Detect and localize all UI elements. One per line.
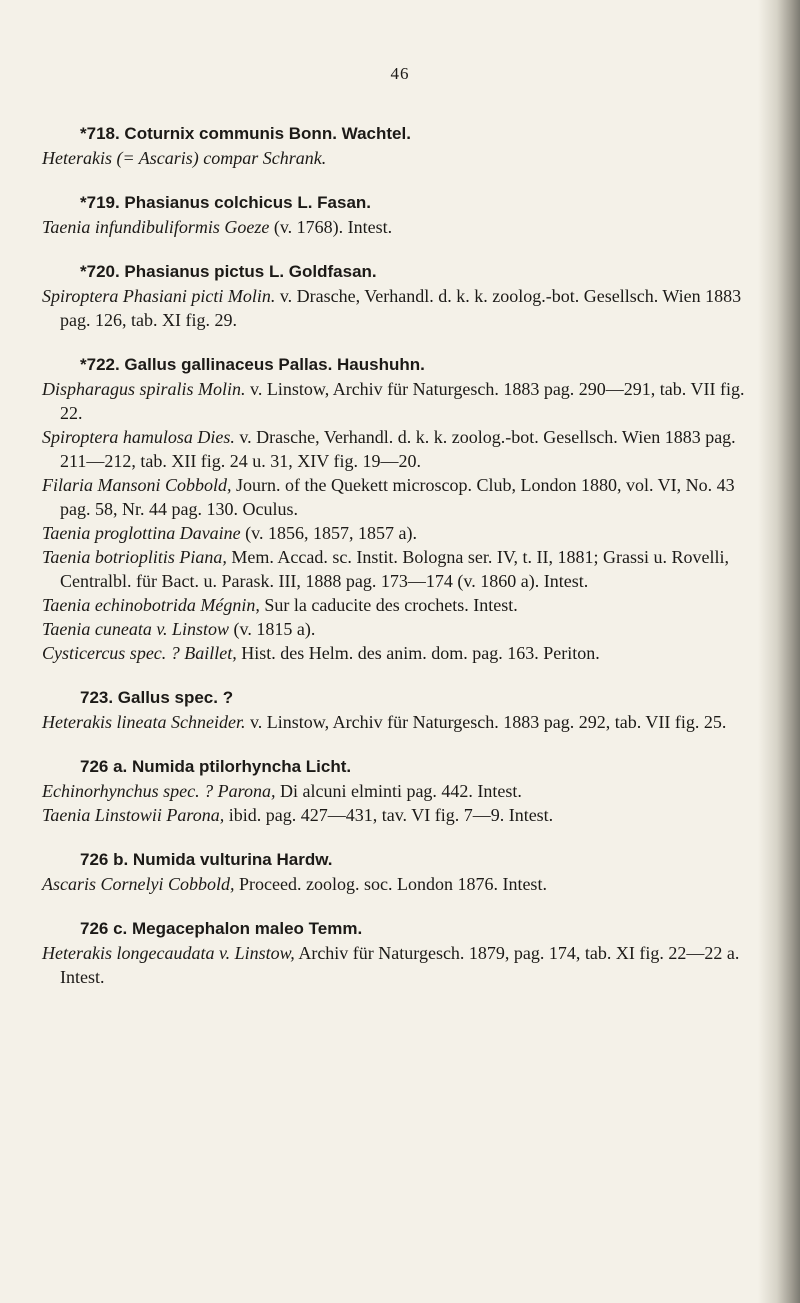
species-heading: *720. Phasianus pictus L. Goldfasan.: [80, 262, 377, 281]
species-heading: 726 a. Numida ptilorhyncha Licht.: [80, 757, 352, 776]
parasite-name: Spiroptera Phasiani picti Molin.: [42, 286, 276, 306]
citation-text: Di alcuni elminti pag. 442. Intest.: [275, 781, 522, 801]
parasite-name: Heterakis (= Ascaris) compar Schrank.: [42, 148, 327, 168]
parasite-reference: [42, 617, 760, 641]
citation-text: v. Drasche, Verhandl. d. k. k. zoolog.-bot. Gesellsch. Wien 1883 pag. 126, tab. XI fig. 29.: [60, 286, 742, 330]
parasite-reference: [42, 710, 760, 734]
citation-text: (v. 1768). Intest.: [269, 217, 393, 237]
parasite-name: Filaria Mansoni Cobbold,: [42, 475, 232, 495]
parasite-reference: [42, 425, 760, 473]
parasite-name: Taenia echinobotrida Mégnin,: [42, 595, 260, 615]
species-entry: [42, 191, 760, 239]
parasite-name: Taenia infundibuliformis Goeze: [42, 217, 270, 237]
parasite-name: Taenia cuneata v. Linstow: [42, 619, 230, 639]
citation-text: ibid. pag. 427—431, tav. VI fig. 7—9. Intest.: [224, 805, 554, 825]
parasite-reference: [42, 941, 760, 989]
species-entry: [42, 260, 760, 332]
parasite-name: Echinorhynchus spec. ? Parona,: [42, 781, 276, 801]
parasite-reference: [42, 146, 760, 170]
document-body: [42, 122, 760, 1010]
species-entry: [42, 848, 760, 896]
parasite-name: Spiroptera hamulosa Dies.: [42, 427, 235, 447]
citation-text: Journ. of the Quekett microscop. Club, London 1880, vol. VI, No. 43 pag. 58, Nr. 44 pag. 130. Oculus.: [60, 475, 735, 519]
species-entry: [42, 917, 760, 989]
citation-text: Mem. Accad. sc. Instit. Bologna ser. IV, t. II, 1881; Grassi u. Rovelli, Centralbl. für Bact. u. Parask. III, 1888 pag. 173—174 (v. 1860 a). Intest.: [60, 547, 729, 591]
parasite-reference: [42, 377, 760, 425]
species-entry: [42, 353, 760, 665]
parasite-name: Taenia botrioplitis Piana,: [42, 547, 227, 567]
parasite-reference: [42, 545, 760, 593]
page-number: 46: [390, 64, 410, 83]
citation-text: v. Drasche, Verhandl. d. k. k. zoolog.-bot. Gesellsch. Wien 1883 pag. 211—212, tab. XII fig. 24 u. 31, XIV fig. 19—20.: [60, 427, 736, 471]
citation-text: Sur la caducite des crochets. Intest.: [259, 595, 518, 615]
parasite-reference: [42, 521, 760, 545]
citation-text: Archiv für Naturgesch. 1879, pag. 174, tab. XI fig. 22—22 a. Intest.: [60, 943, 740, 987]
parasite-reference: [42, 473, 760, 521]
parasite-reference: [42, 593, 760, 617]
parasite-name: Taenia proglottina Davaine: [42, 523, 241, 543]
citation-text: (v. 1856, 1857, 1857 a).: [240, 523, 417, 543]
parasite-name: Dispharagus spiralis Molin.: [42, 379, 246, 399]
species-heading: 726 b. Numida vulturina Hardw.: [80, 850, 333, 869]
parasite-reference: [42, 284, 760, 332]
species-heading: 726 c. Megacephalon maleo Temm.: [80, 919, 363, 938]
parasite-name: Ascaris Cornelyi Cobbold,: [42, 874, 235, 894]
species-entry: [42, 755, 760, 827]
parasite-reference: [42, 215, 760, 239]
species-heading: *718. Coturnix communis Bonn. Wachtel.: [80, 124, 411, 143]
parasite-name: Heterakis longecaudata v. Linstow,: [42, 943, 295, 963]
citation-text: Hist. des Helm. des anim. dom. pag. 163. Periton.: [236, 643, 600, 663]
citation-text: v. Linstow, Archiv für Naturgesch. 1883 pag. 292, tab. VII fig. 25.: [245, 712, 727, 732]
parasite-reference: [42, 803, 760, 827]
citation-text: (v. 1815 a).: [229, 619, 316, 639]
species-heading: *719. Phasianus colchicus L. Fasan.: [80, 193, 372, 212]
parasite-reference: [42, 641, 760, 665]
parasite-reference: [42, 872, 760, 896]
citation-text: v. Linstow, Archiv für Naturgesch. 1883 pag. 290—291, tab. VII fig. 22.: [60, 379, 745, 423]
parasite-name: Heterakis lineata Schneider.: [42, 712, 246, 732]
species-entry: [42, 122, 760, 170]
species-entry: [42, 686, 760, 734]
species-heading: *722. Gallus gallinaceus Pallas. Haushuhn.: [80, 355, 425, 374]
page-edge-shadow: [758, 0, 800, 1303]
citation-text: Proceed. zoolog. soc. London 1876. Intest.: [234, 874, 547, 894]
parasite-reference: [42, 779, 760, 803]
parasite-name: Taenia Linstowii Parona,: [42, 805, 225, 825]
parasite-name: Cysticercus spec. ? Baillet,: [42, 643, 237, 663]
species-heading: 723. Gallus spec. ?: [80, 688, 234, 707]
